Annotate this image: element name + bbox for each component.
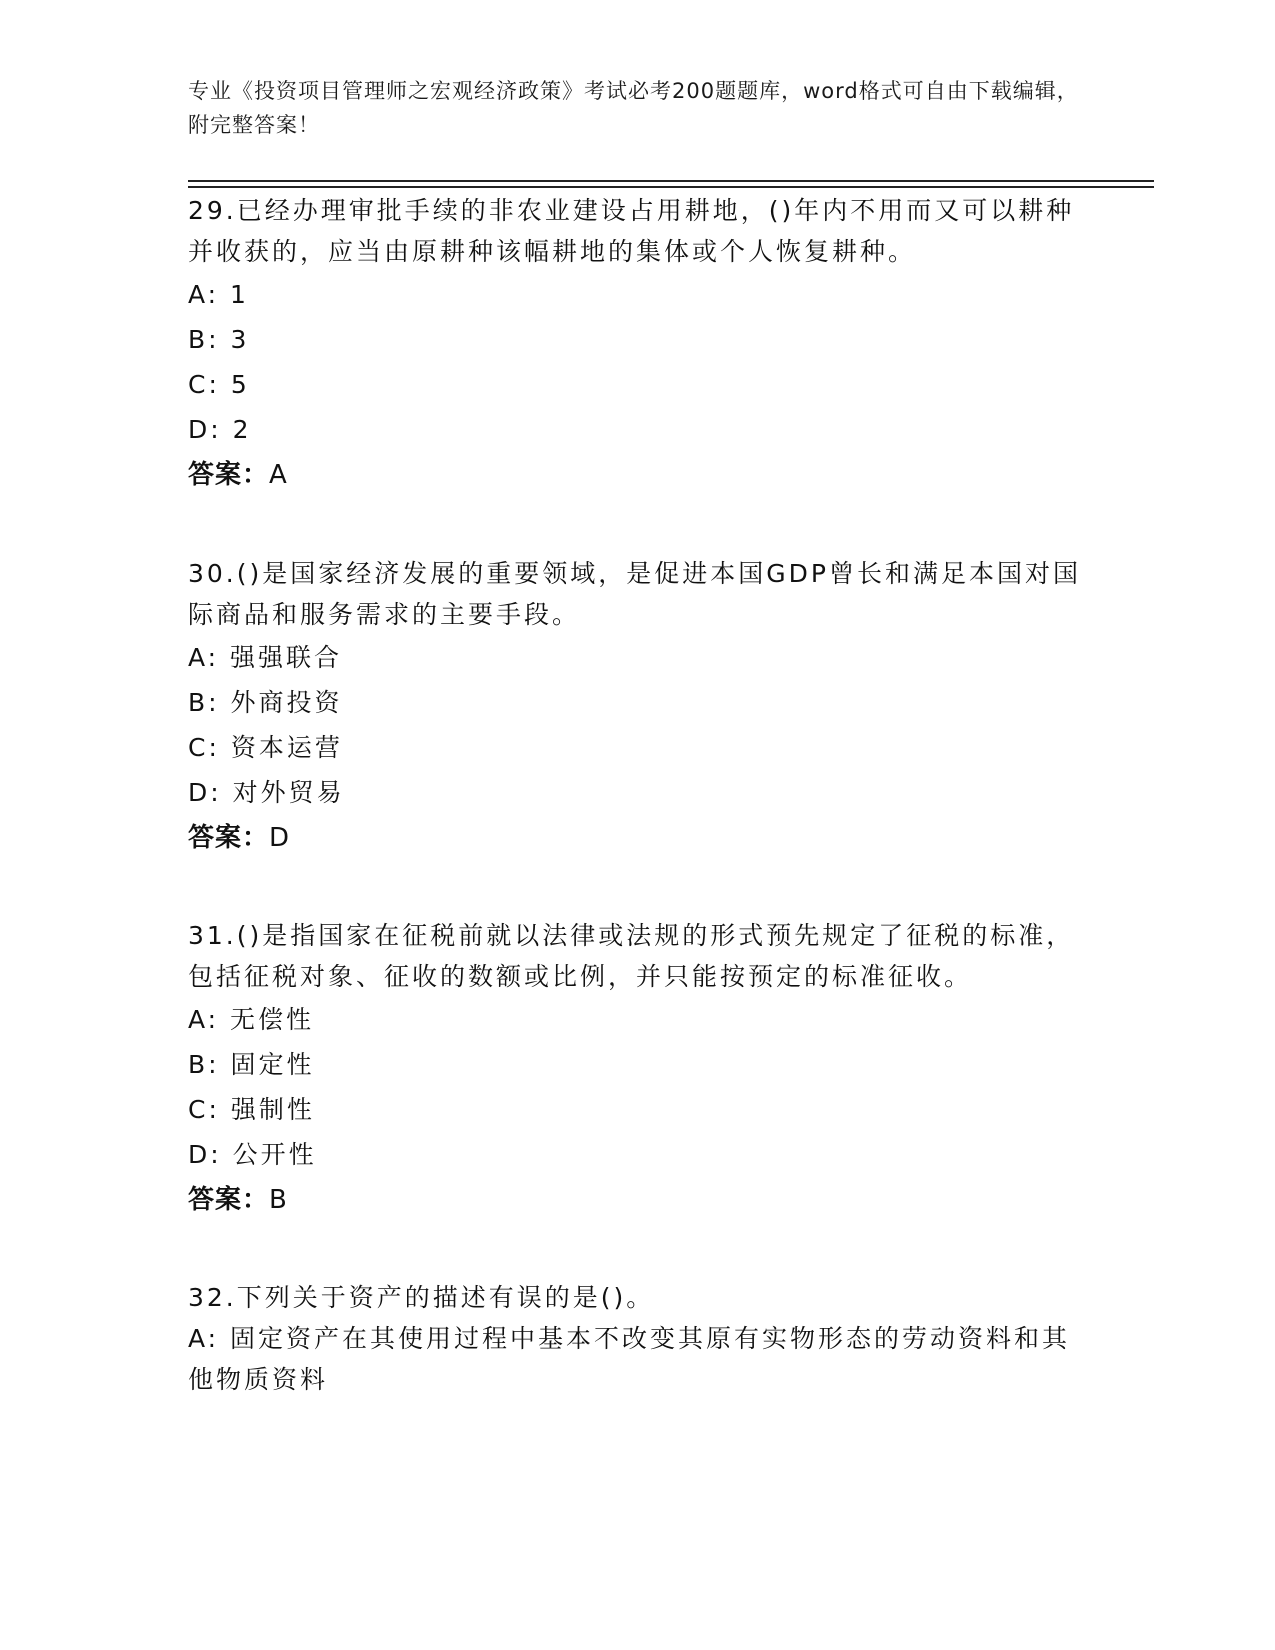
option-b: B: 3 bbox=[188, 325, 250, 354]
option-d: D: 对外贸易 bbox=[188, 778, 345, 807]
question-30 bbox=[188, 553, 1088, 861]
option-a: A: 固定资产在其使用过程中基本不改变其原有实物形态的劳动资料和其他物质资料 bbox=[188, 1324, 1071, 1394]
question-stem: 30.()是国家经济发展的重要领域，是促进本国GDP曾长和满足本国对国际商品和服务需求的主要手段。 bbox=[188, 559, 1081, 629]
answer-line bbox=[188, 1177, 1088, 1223]
option-d: D: 公开性 bbox=[188, 1140, 317, 1169]
option-a: A: 强强联合 bbox=[188, 643, 343, 672]
question-32 bbox=[188, 1277, 1088, 1400]
question-31 bbox=[188, 915, 1088, 1223]
answer-value: A bbox=[269, 460, 288, 490]
question-stem: 31.()是指国家在征税前就以法律或法规的形式预先规定了征税的标准，包括征税对象、征收的数额或比例，并只能按预定的标准征收。 bbox=[188, 921, 1075, 991]
answer-label: 答案： bbox=[188, 1185, 270, 1215]
option-d: D: 2 bbox=[188, 415, 252, 444]
option-b: B: 外商投资 bbox=[188, 688, 343, 717]
answer-value: B bbox=[269, 1185, 288, 1215]
answer-line bbox=[188, 452, 1088, 498]
answer-line bbox=[188, 815, 1088, 861]
header-rule-top bbox=[188, 180, 1154, 182]
option-a: A: 无偿性 bbox=[188, 1005, 315, 1034]
option-b: B: 固定性 bbox=[188, 1050, 315, 1079]
option-c: C: 强制性 bbox=[188, 1095, 315, 1124]
answer-label: 答案： bbox=[188, 823, 270, 853]
option-c: C: 资本运营 bbox=[188, 733, 343, 762]
header-rule-bottom bbox=[188, 186, 1154, 188]
question-stem: 32.下列关于资产的描述有误的是()。 bbox=[188, 1283, 655, 1312]
question-stem: 29.已经办理审批手续的非农业建设占用耕地，()年内不用而又可以耕种并收获的，应当由原耕种该幅耕地的集体或个人恢复耕种。 bbox=[188, 196, 1075, 266]
question-29 bbox=[188, 190, 1088, 498]
answer-label: 答案： bbox=[188, 460, 270, 490]
answer-value: D bbox=[269, 823, 291, 853]
document-intro: 专业《投资项目管理师之宏观经济政策》考试必考200题题库，word格式可自由下载编辑，附完整答案！ bbox=[188, 79, 1079, 137]
option-a: A: 1 bbox=[188, 280, 249, 309]
option-c: C: 5 bbox=[188, 370, 250, 399]
